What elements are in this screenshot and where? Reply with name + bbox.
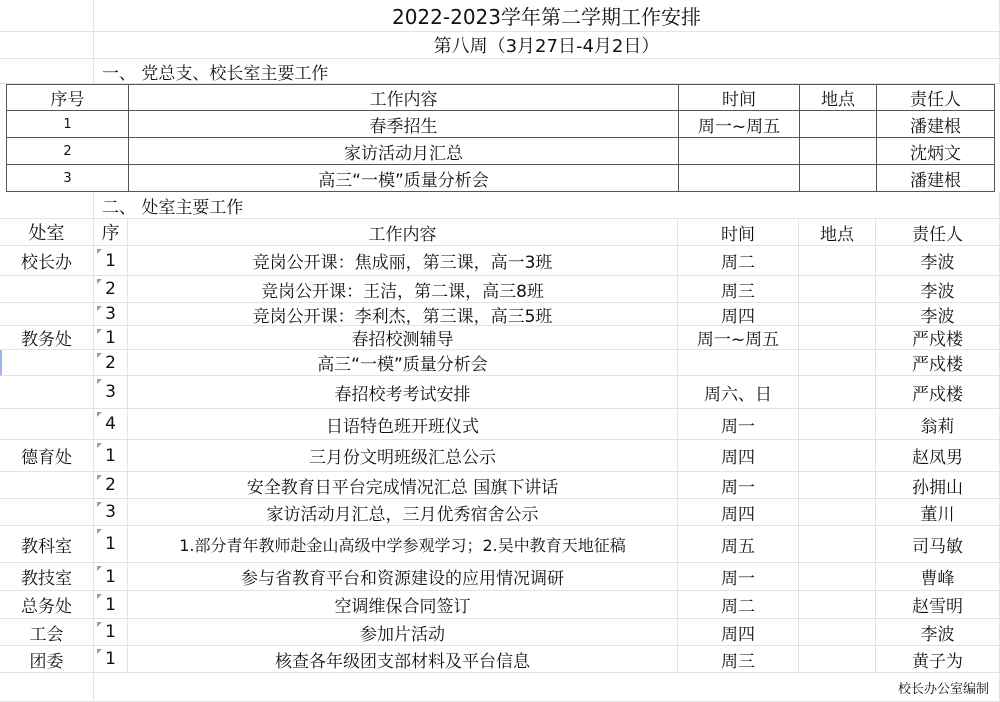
row-dept[interactable]	[0, 409, 94, 440]
table-row	[0, 326, 1000, 350]
sheet-subtitle[interactable]: 第八周（3月27日-4月2日）	[94, 32, 1000, 59]
row-person[interactable]: 董川	[876, 499, 1000, 526]
row-person[interactable]: 赵凤男	[876, 440, 1000, 472]
row-person[interactable]: 李波	[876, 246, 1000, 276]
row-no[interactable]: 1	[94, 526, 128, 563]
row-content[interactable]: 春招校考考试安排	[128, 376, 678, 409]
row-content[interactable]: 三月份文明班级汇总公示	[128, 440, 678, 472]
row-no[interactable]: 2	[94, 472, 128, 499]
row-content[interactable]: 参与省教育平台和资源建设的应用情况调研	[128, 563, 678, 591]
row-time[interactable]: 周四	[678, 619, 799, 646]
header-person[interactable]: 责任人	[876, 219, 1000, 246]
table-row	[0, 526, 1000, 563]
footer-row	[0, 673, 1000, 702]
row-time[interactable]: 周四	[678, 303, 799, 326]
row-no[interactable]: 2	[6, 137, 129, 165]
row-place[interactable]	[799, 376, 876, 409]
row-time[interactable]: 周二	[678, 591, 799, 619]
row-person[interactable]: 李波	[876, 276, 1000, 303]
row-place[interactable]	[799, 246, 876, 276]
row-no[interactable]: 3	[94, 499, 128, 526]
row-person[interactable]: 孙拥山	[876, 472, 1000, 499]
row-time[interactable]: 周一~周五	[678, 110, 800, 138]
row-place[interactable]	[799, 326, 876, 350]
table-row	[0, 137, 1000, 165]
row-place[interactable]	[799, 350, 876, 376]
row-content[interactable]: 高三“一模”质量分析会	[128, 350, 678, 376]
row-place[interactable]	[799, 563, 876, 591]
table-row	[0, 164, 1000, 192]
row-person[interactable]: 严戍楼	[876, 350, 1000, 376]
row-dept[interactable]: 团委	[0, 646, 94, 673]
row-dept[interactable]	[0, 472, 94, 499]
row-place[interactable]	[799, 137, 877, 165]
section2-heading[interactable]: 二、 处室主要工作	[94, 192, 1000, 219]
row-person[interactable]: 曹峰	[876, 563, 1000, 591]
row-place[interactable]	[799, 276, 876, 303]
row-person[interactable]: 赵雪明	[876, 591, 1000, 619]
row-no[interactable]: 1	[94, 563, 128, 591]
section1-header-row	[0, 84, 1000, 111]
row-time[interactable]	[678, 137, 800, 165]
blank-cell[interactable]	[0, 192, 94, 219]
row-content[interactable]: 1.部分青年教师赴金山高级中学参观学习；2.吴中教育天地征稿	[128, 526, 678, 563]
table-row	[0, 499, 1000, 526]
section1-heading[interactable]: 一、 党总支、校长室主要工作	[94, 59, 1000, 84]
row-time[interactable]: 周五	[678, 526, 799, 563]
table-row	[0, 409, 1000, 440]
row-place[interactable]	[799, 526, 876, 563]
subtitle-row	[0, 32, 1000, 59]
row-person[interactable]: 李波	[876, 619, 1000, 646]
row-time[interactable]	[678, 164, 800, 192]
row-time[interactable]: 周一	[678, 409, 799, 440]
blank-cell[interactable]	[0, 0, 94, 32]
row-no[interactable]: 3	[94, 303, 128, 326]
header-content[interactable]: 工作内容	[128, 219, 678, 246]
table-row	[0, 376, 1000, 409]
row-no[interactable]: 1	[94, 326, 128, 350]
row-dept[interactable]	[0, 376, 94, 409]
row-dept[interactable]	[0, 499, 94, 526]
section2-heading-row	[0, 192, 1000, 219]
row-time[interactable]: 周六、日	[678, 376, 799, 409]
row-place[interactable]	[799, 499, 876, 526]
row-no[interactable]: 1	[94, 646, 128, 673]
row-no[interactable]: 2	[94, 276, 128, 303]
table-row	[0, 350, 1000, 376]
table-row	[0, 246, 1000, 276]
row-person[interactable]: 司马敏	[876, 526, 1000, 563]
row-content[interactable]: 核查各年级团支部材料及平台信息	[128, 646, 678, 673]
row-place[interactable]	[799, 110, 877, 138]
section1-heading-row	[0, 59, 1000, 84]
row-time[interactable]	[678, 350, 799, 376]
blank-cell[interactable]	[0, 32, 94, 59]
table-row	[0, 440, 1000, 472]
row-no[interactable]: 2	[94, 350, 128, 376]
table-row	[0, 276, 1000, 303]
row-content[interactable]: 参加片活动	[128, 619, 678, 646]
row-content[interactable]: 春季招生	[128, 110, 679, 138]
table-row	[0, 619, 1000, 646]
row-content[interactable]: 竞岗公开课：焦成丽，第三课，高一3班	[128, 246, 678, 276]
row-person[interactable]: 黄子为	[876, 646, 1000, 673]
row-no[interactable]: 3	[6, 164, 129, 192]
header-no[interactable]: 序	[94, 219, 128, 246]
row-dept[interactable]: 德育处	[0, 440, 94, 472]
row-person[interactable]: 翁莉	[876, 409, 1000, 440]
header-time[interactable]: 时间	[678, 219, 799, 246]
header-place[interactable]: 地点	[799, 219, 876, 246]
row-dept[interactable]: 教务处	[0, 326, 94, 350]
header-content[interactable]: 工作内容	[128, 84, 679, 111]
header-time[interactable]: 时间	[678, 84, 800, 111]
row-time[interactable]: 周四	[678, 499, 799, 526]
row-content[interactable]: 家访活动月汇总	[128, 137, 679, 165]
table-row	[0, 472, 1000, 499]
table-row	[0, 303, 1000, 326]
table-row	[0, 563, 1000, 591]
row-no[interactable]: 3	[94, 376, 128, 409]
row-place[interactable]	[799, 164, 877, 192]
row-place[interactable]	[799, 440, 876, 472]
row-time[interactable]: 周一	[678, 563, 799, 591]
blank-cell[interactable]	[0, 673, 94, 702]
blank-cell[interactable]	[0, 59, 94, 84]
header-place[interactable]: 地点	[799, 84, 877, 111]
row-person[interactable]: 严戍楼	[876, 326, 1000, 350]
row-no[interactable]: 1	[6, 110, 129, 138]
row-person[interactable]: 潘建根	[876, 110, 995, 138]
row-dept[interactable]: 教科室	[0, 526, 94, 563]
row-dept[interactable]: 工会	[0, 619, 94, 646]
row-content[interactable]: 空调维保合同签订	[128, 591, 678, 619]
row-content[interactable]: 竞岗公开课：李利杰，第三课，高三5班	[128, 303, 678, 326]
row-content[interactable]: 高三“一模”质量分析会	[128, 164, 679, 192]
row-place[interactable]	[799, 646, 876, 673]
sheet-title[interactable]: 2022-2023学年第二学期工作安排	[94, 0, 1000, 32]
row-content[interactable]: 日语特色班开班仪式	[128, 409, 678, 440]
row-place[interactable]	[799, 303, 876, 326]
row-person[interactable]: 李波	[876, 303, 1000, 326]
table-row	[0, 591, 1000, 619]
row-no[interactable]: 1	[94, 440, 128, 472]
row-dept[interactable]: 校长办	[0, 246, 94, 276]
row-place[interactable]	[799, 591, 876, 619]
row-time[interactable]: 周二	[678, 246, 799, 276]
header-dept[interactable]: 处室	[0, 219, 94, 246]
row-time[interactable]: 周一	[678, 472, 799, 499]
row-time[interactable]: 周四	[678, 440, 799, 472]
row-dept[interactable]: 总务处	[0, 591, 94, 619]
row-person[interactable]: 沈炳文	[876, 137, 995, 165]
section2-header-row	[0, 219, 1000, 246]
row-content[interactable]: 春招校测辅导	[128, 326, 678, 350]
row-time[interactable]: 周三	[678, 276, 799, 303]
title-row	[0, 0, 1000, 32]
row-dept[interactable]	[0, 276, 94, 303]
table-row	[0, 646, 1000, 673]
row-content[interactable]: 安全教育日平台完成情况汇总 国旗下讲话	[128, 472, 678, 499]
row-dept[interactable]	[0, 350, 94, 376]
row-person[interactable]: 潘建根	[876, 164, 995, 192]
row-person[interactable]: 严戍楼	[876, 376, 1000, 409]
header-no[interactable]: 序号	[6, 84, 129, 111]
row-time[interactable]: 周一~周五	[678, 326, 799, 350]
row-no[interactable]: 1	[94, 246, 128, 276]
row-dept[interactable]	[0, 303, 94, 326]
row-content[interactable]: 家访活动月汇总，三月优秀宿舍公示	[128, 499, 678, 526]
row-content[interactable]: 竞岗公开课：王洁，第二课，高三8班	[128, 276, 678, 303]
row-place[interactable]	[799, 472, 876, 499]
row-no[interactable]: 1	[94, 591, 128, 619]
row-place[interactable]	[799, 409, 876, 440]
row-place[interactable]	[799, 619, 876, 646]
row-no[interactable]: 4	[94, 409, 128, 440]
table-row	[0, 110, 1000, 138]
row-no[interactable]: 1	[94, 619, 128, 646]
row-dept[interactable]: 教技室	[0, 563, 94, 591]
header-person[interactable]: 责任人	[876, 84, 995, 111]
row-time[interactable]: 周三	[678, 646, 799, 673]
footer-note[interactable]: 校长办公室编制	[94, 673, 1000, 702]
